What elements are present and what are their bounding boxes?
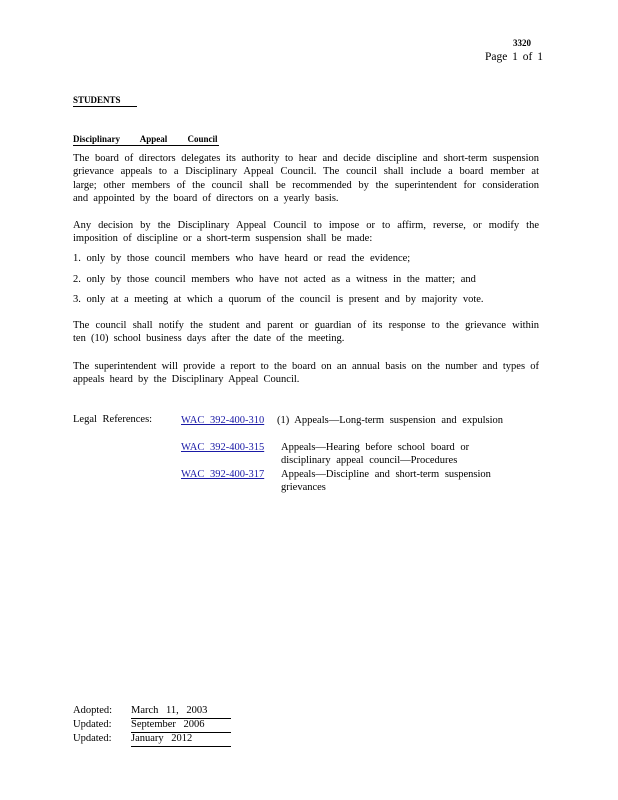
legal-reference-description: (1) Appeals—Long-term suspension and expulsion [277, 415, 504, 426]
history-label: Updated: [73, 719, 112, 730]
wac-link[interactable]: WAC 392-400-315 [181, 442, 265, 453]
history-row [73, 732, 231, 747]
legal-reference [181, 468, 275, 481]
list-item: 1. only by those council members who have heard or read the evidence; [73, 253, 411, 264]
legal-reference [181, 414, 275, 427]
list-item: 2. only by those council members who have not acted as a witness in the matter; and [73, 274, 476, 285]
page-number: Page 1 of 1 [484, 51, 543, 63]
wac-link[interactable]: WAC 392-400-310 [181, 415, 265, 426]
paragraph-report: The superintendent will provide a report to the board on an annual basis on the number and types of appeals heard by the Disciplinary Appeal Council. [73, 361, 539, 386]
paragraph-decision: Any decision by the Disciplinary Appeal Council to impose or to affirm, reverse, or modify the imposition of discipline or a short-term suspension shall be made: [73, 220, 539, 245]
policy-number: 3320 [513, 38, 531, 48]
list-item: 3. only at a meeting at which a quorum of the council is present and by majority vote. [73, 294, 484, 305]
paragraph-notification: The council shall notify the student and parent or guardian of its response to the grievance within ten (10) school business days after the date of the meeting. [73, 320, 539, 345]
history-date: March 11, 2003 [131, 704, 231, 719]
history-label: Updated: [73, 733, 112, 744]
wac-link[interactable]: WAC 392-400-317 [181, 469, 265, 480]
history-row [73, 704, 231, 719]
history-date: September 2006 [131, 718, 231, 733]
policy-title: Disciplinary Appeal Council [73, 134, 218, 144]
section-heading: STUDENTS [73, 95, 137, 107]
history-date: January 2012 [131, 732, 231, 747]
legal-reference-description: Appeals—Discipline and short-term suspension grievances [281, 469, 491, 494]
history-row [73, 718, 231, 733]
history-label: Adopted: [73, 705, 113, 716]
legal-references-label: Legal References: [73, 414, 153, 425]
paragraph-delegation: The board of directors delegates its authority to hear and decide discipline and short-term suspension grievance appeals to a Disciplinary Appeal Council. The council shall include a board member at large; other members of the council shall be recommended by the superintendent for consideration and appointed by the board of directors on a yearly basis. [73, 153, 539, 205]
legal-reference [181, 441, 275, 454]
legal-reference-description: Appeals—Hearing before school board or disciplinary appeal council—Procedures [281, 442, 470, 467]
